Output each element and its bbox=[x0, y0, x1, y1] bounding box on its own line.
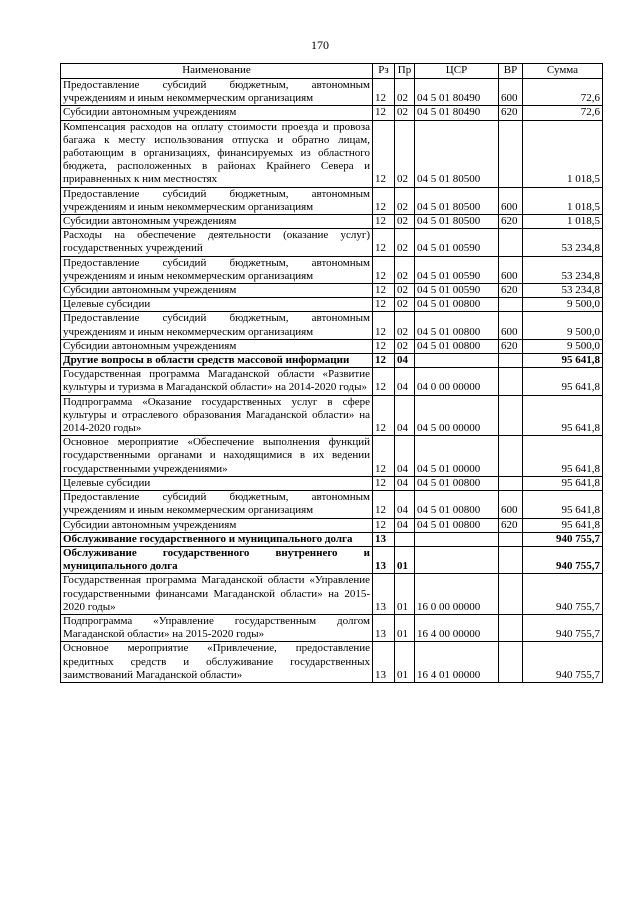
row-csr: 04 5 01 80490 bbox=[415, 106, 499, 120]
row-csr: 04 5 01 00000 bbox=[415, 436, 499, 477]
row-csr: 04 5 01 00590 bbox=[415, 284, 499, 298]
row-csr: 04 5 01 00800 bbox=[415, 339, 499, 353]
row-pr: 01 bbox=[395, 614, 415, 641]
table-row bbox=[61, 574, 603, 615]
row-csr: 04 5 01 80500 bbox=[415, 187, 499, 214]
row-pr: 02 bbox=[395, 256, 415, 283]
table-row bbox=[61, 436, 603, 477]
row-sum: 95 641,8 bbox=[523, 354, 603, 368]
row-sum: 940 755,7 bbox=[523, 574, 603, 615]
row-rz: 12 bbox=[373, 368, 395, 395]
table-row bbox=[61, 284, 603, 298]
row-name: Основное мероприятие «Привлечение, предоставление кредитных средств и обслуживание государственных заимствований Магаданской области» bbox=[61, 642, 373, 683]
row-csr: 04 5 01 00590 bbox=[415, 229, 499, 256]
table-row bbox=[61, 120, 603, 187]
row-vr bbox=[499, 642, 523, 683]
table-row bbox=[61, 79, 603, 106]
row-rz: 12 bbox=[373, 229, 395, 256]
table-row bbox=[61, 106, 603, 120]
row-csr bbox=[415, 532, 499, 546]
table-row bbox=[61, 339, 603, 353]
row-vr bbox=[499, 476, 523, 490]
table-row bbox=[61, 215, 603, 229]
table-row bbox=[61, 395, 603, 436]
row-csr: 04 5 01 00800 bbox=[415, 312, 499, 339]
row-rz: 13 bbox=[373, 532, 395, 546]
row-name: Целевые субсидии bbox=[61, 298, 373, 312]
row-sum: 95 641,8 bbox=[523, 476, 603, 490]
row-name: Обслуживание государственного и муниципального долга bbox=[61, 532, 373, 546]
row-vr bbox=[499, 574, 523, 615]
row-pr: 02 bbox=[395, 312, 415, 339]
row-name: Предоставление субсидий бюджетным, автономным учреждениям и иным некоммерческим организациям bbox=[61, 187, 373, 214]
row-name: Субсидии автономным учреждениям bbox=[61, 284, 373, 298]
row-csr: 04 5 01 80500 bbox=[415, 120, 499, 187]
row-sum: 1 018,5 bbox=[523, 215, 603, 229]
row-rz: 12 bbox=[373, 106, 395, 120]
row-vr bbox=[499, 436, 523, 477]
row-pr: 02 bbox=[395, 229, 415, 256]
header-vr: ВР bbox=[499, 64, 523, 79]
table-row bbox=[61, 298, 603, 312]
budget-table bbox=[60, 63, 603, 683]
row-name: Субсидии автономным учреждениям bbox=[61, 215, 373, 229]
row-pr bbox=[395, 532, 415, 546]
table-row bbox=[61, 518, 603, 532]
row-vr bbox=[499, 532, 523, 546]
row-name: Предоставление субсидий бюджетным, автономным учреждениям и иным некоммерческим организациям bbox=[61, 491, 373, 518]
row-pr: 02 bbox=[395, 339, 415, 353]
table-row bbox=[61, 642, 603, 683]
row-rz: 12 bbox=[373, 491, 395, 518]
row-rz: 12 bbox=[373, 436, 395, 477]
row-vr: 620 bbox=[499, 339, 523, 353]
table-row bbox=[61, 476, 603, 490]
row-pr: 02 bbox=[395, 298, 415, 312]
table-row bbox=[61, 614, 603, 641]
row-sum: 1 018,5 bbox=[523, 120, 603, 187]
row-sum: 53 234,8 bbox=[523, 284, 603, 298]
row-sum: 95 641,8 bbox=[523, 436, 603, 477]
row-vr bbox=[499, 368, 523, 395]
row-sum: 940 755,7 bbox=[523, 642, 603, 683]
table-row bbox=[61, 229, 603, 256]
table-row bbox=[61, 187, 603, 214]
row-sum: 95 641,8 bbox=[523, 491, 603, 518]
row-pr: 04 bbox=[395, 436, 415, 477]
row-name: Государственная программа Магаданской области «Управление государственными финансами Магаданской области» на 2015-2020 годы» bbox=[61, 574, 373, 615]
row-pr: 04 bbox=[395, 368, 415, 395]
row-pr: 01 bbox=[395, 574, 415, 615]
row-vr: 620 bbox=[499, 518, 523, 532]
table-row bbox=[61, 256, 603, 283]
row-name: Другие вопросы в области средств массовой информации bbox=[61, 354, 373, 368]
row-pr: 04 bbox=[395, 491, 415, 518]
row-rz: 12 bbox=[373, 312, 395, 339]
row-csr bbox=[415, 546, 499, 573]
row-name: Основное мероприятие «Обеспечение выполнения функций государственными органами и находящимися в их ведении государственными учреждениями» bbox=[61, 436, 373, 477]
row-pr: 02 bbox=[395, 187, 415, 214]
row-sum: 72,6 bbox=[523, 79, 603, 106]
row-pr: 02 bbox=[395, 106, 415, 120]
header-sum: Сумма bbox=[523, 64, 603, 79]
row-csr: 04 0 00 00000 bbox=[415, 368, 499, 395]
row-vr: 600 bbox=[499, 491, 523, 518]
row-csr: 04 5 01 80500 bbox=[415, 215, 499, 229]
row-vr: 620 bbox=[499, 284, 523, 298]
table-row bbox=[61, 312, 603, 339]
row-pr: 01 bbox=[395, 642, 415, 683]
row-pr: 02 bbox=[395, 284, 415, 298]
page-number: 170 bbox=[311, 38, 329, 52]
row-name: Субсидии автономным учреждениям bbox=[61, 518, 373, 532]
row-sum: 9 500,0 bbox=[523, 312, 603, 339]
row-rz: 12 bbox=[373, 120, 395, 187]
row-rz: 12 bbox=[373, 256, 395, 283]
row-rz: 12 bbox=[373, 518, 395, 532]
header-rz: Рз bbox=[373, 64, 395, 79]
row-csr: 04 5 01 80490 bbox=[415, 79, 499, 106]
row-vr: 600 bbox=[499, 187, 523, 214]
row-rz: 12 bbox=[373, 298, 395, 312]
row-rz: 12 bbox=[373, 79, 395, 106]
row-csr bbox=[415, 354, 499, 368]
row-vr bbox=[499, 614, 523, 641]
row-rz: 12 bbox=[373, 215, 395, 229]
table-row bbox=[61, 491, 603, 518]
row-csr: 04 5 01 00800 bbox=[415, 518, 499, 532]
row-vr bbox=[499, 229, 523, 256]
row-rz: 12 bbox=[373, 395, 395, 436]
row-sum: 9 500,0 bbox=[523, 339, 603, 353]
row-rz: 12 bbox=[373, 187, 395, 214]
row-vr: 600 bbox=[499, 312, 523, 339]
row-rz: 12 bbox=[373, 339, 395, 353]
row-sum: 940 755,7 bbox=[523, 614, 603, 641]
row-name: Обслуживание государственного внутреннего и муниципального долга bbox=[61, 546, 373, 573]
table-header-row bbox=[61, 64, 603, 79]
row-csr: 04 5 01 00800 bbox=[415, 476, 499, 490]
row-rz: 12 bbox=[373, 476, 395, 490]
row-sum: 53 234,8 bbox=[523, 256, 603, 283]
table-row bbox=[61, 354, 603, 368]
row-rz: 13 bbox=[373, 614, 395, 641]
row-name: Государственная программа Магаданской области «Развитие культуры и туризма в Магаданской области» на 2014-2020 годы» bbox=[61, 368, 373, 395]
row-sum: 72,6 bbox=[523, 106, 603, 120]
row-name: Субсидии автономным учреждениям bbox=[61, 106, 373, 120]
row-pr: 01 bbox=[395, 546, 415, 573]
row-csr: 16 4 00 00000 bbox=[415, 614, 499, 641]
table-row bbox=[61, 532, 603, 546]
row-csr: 16 4 01 00000 bbox=[415, 642, 499, 683]
header-pr: Пр bbox=[395, 64, 415, 79]
row-vr bbox=[499, 298, 523, 312]
row-vr: 620 bbox=[499, 215, 523, 229]
row-pr: 02 bbox=[395, 79, 415, 106]
row-name: Предоставление субсидий бюджетным, автономным учреждениям и иным некоммерческим организациям bbox=[61, 79, 373, 106]
row-csr: 04 5 01 00800 bbox=[415, 298, 499, 312]
row-rz: 13 bbox=[373, 642, 395, 683]
row-pr: 04 bbox=[395, 354, 415, 368]
row-rz: 13 bbox=[373, 546, 395, 573]
row-sum: 95 641,8 bbox=[523, 368, 603, 395]
row-sum: 53 234,8 bbox=[523, 229, 603, 256]
row-csr: 04 5 01 00590 bbox=[415, 256, 499, 283]
row-sum: 940 755,7 bbox=[523, 532, 603, 546]
row-pr: 04 bbox=[395, 476, 415, 490]
row-vr bbox=[499, 395, 523, 436]
row-name: Предоставление субсидий бюджетным, автономным учреждениям и иным некоммерческим организациям bbox=[61, 312, 373, 339]
table-body bbox=[61, 79, 603, 683]
row-name: Подпрограмма «Оказание государственных услуг в сфере культуры и отраслевого образования Магаданской области» на 2014-2020 годы» bbox=[61, 395, 373, 436]
row-rz: 12 bbox=[373, 284, 395, 298]
row-pr: 04 bbox=[395, 395, 415, 436]
row-sum: 95 641,8 bbox=[523, 518, 603, 532]
row-vr bbox=[499, 120, 523, 187]
row-name: Расходы на обеспечение деятельности (оказание услуг) государственных учреждений bbox=[61, 229, 373, 256]
row-name: Подпрограмма «Управление государственным долгом Магаданской области» на 2015-2020 годы» bbox=[61, 614, 373, 641]
row-rz: 13 bbox=[373, 574, 395, 615]
row-pr: 02 bbox=[395, 215, 415, 229]
row-vr: 620 bbox=[499, 106, 523, 120]
row-sum: 95 641,8 bbox=[523, 395, 603, 436]
row-rz: 12 bbox=[373, 354, 395, 368]
row-sum: 9 500,0 bbox=[523, 298, 603, 312]
row-pr: 04 bbox=[395, 518, 415, 532]
row-vr: 600 bbox=[499, 256, 523, 283]
header-csr: ЦСР bbox=[415, 64, 499, 79]
row-csr: 04 5 00 00000 bbox=[415, 395, 499, 436]
row-name: Компенсация расходов на оплату стоимости проезда и провоза багажа к месту использования отпуска и обратно лицам, работающим в организациях, финансируемых из областного бюджета, расположенных в районах Крайнего Севера и приравненных к ним местностях bbox=[61, 120, 373, 187]
row-sum: 1 018,5 bbox=[523, 187, 603, 214]
header-name: Наименование bbox=[61, 64, 373, 79]
table-row bbox=[61, 368, 603, 395]
row-sum: 940 755,7 bbox=[523, 546, 603, 573]
row-vr bbox=[499, 546, 523, 573]
row-csr: 16 0 00 00000 bbox=[415, 574, 499, 615]
row-name: Целевые субсидии bbox=[61, 476, 373, 490]
table-row bbox=[61, 546, 603, 573]
row-vr bbox=[499, 354, 523, 368]
row-name: Субсидии автономным учреждениям bbox=[61, 339, 373, 353]
row-vr: 600 bbox=[499, 79, 523, 106]
row-name: Предоставление субсидий бюджетным, автономным учреждениям и иным некоммерческим организациям bbox=[61, 256, 373, 283]
row-pr: 02 bbox=[395, 120, 415, 187]
row-csr: 04 5 01 00800 bbox=[415, 491, 499, 518]
